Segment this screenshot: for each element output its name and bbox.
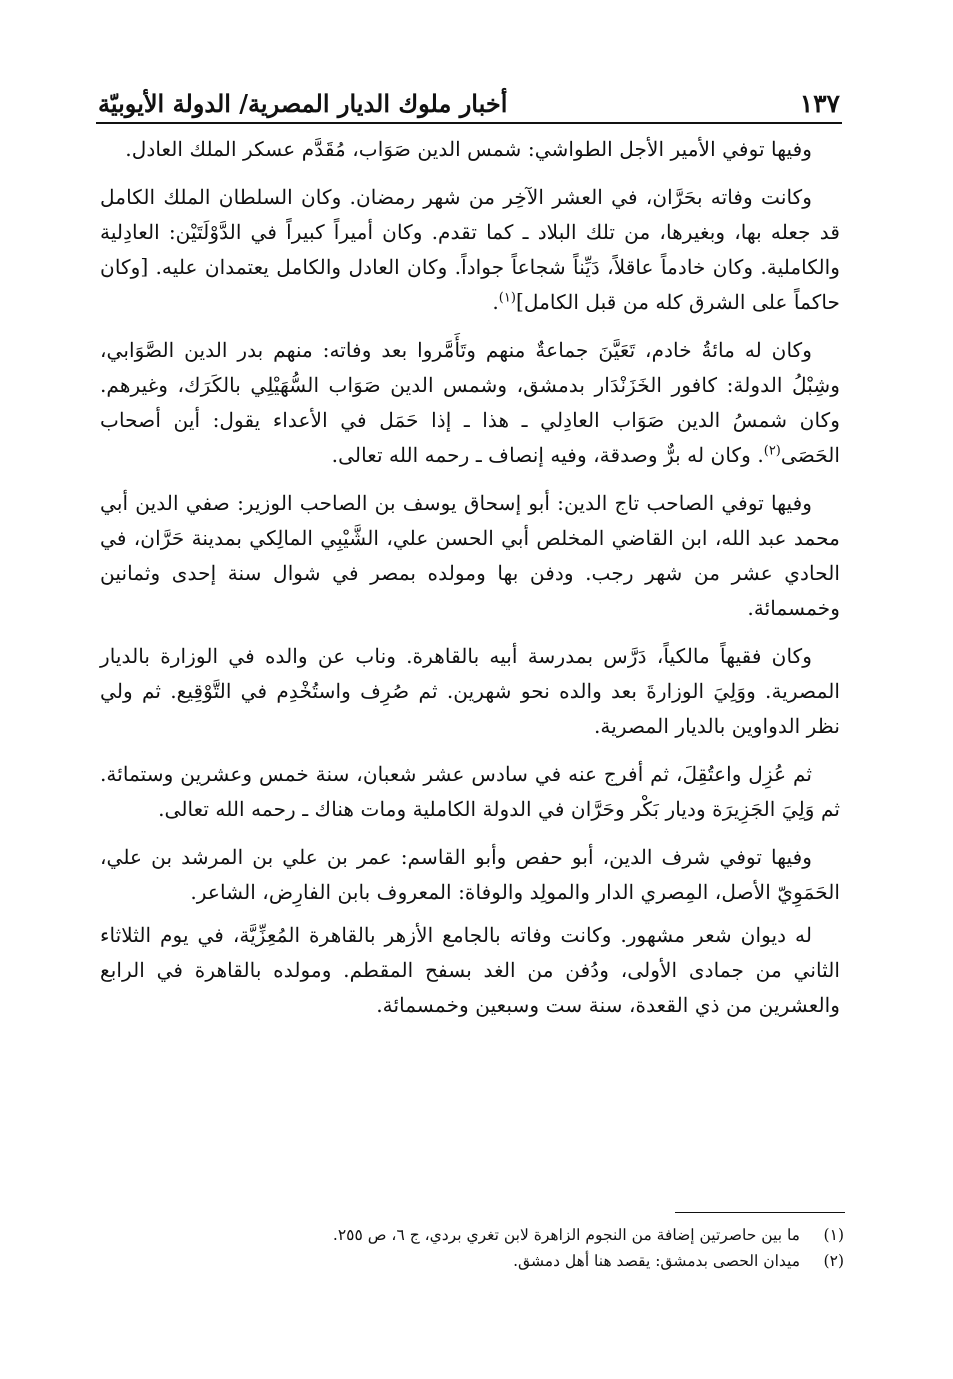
header-rule [96,122,842,124]
footnote-item [250,1248,844,1274]
page-number: ١٣٧ [799,88,840,118]
footnote-number: (٢) [823,1252,844,1270]
footnote-text: ميدان الحصى بدمشق: يقصد هنا أهل دمشق. [513,1252,800,1270]
footnote-text: ما بين حاصرتين إضافة من النجوم الزاهرة لابن تغري بردي، ج ٦، ص ٢٥٥. [332,1226,800,1244]
footnote-number: (١) [823,1226,844,1244]
paragraph: وكان فقيهاً مالكياً، دَرَّس بمدرسة أبيه بالقاهرة. وناب عن والده في الوزارة بالديار المصرية. ووَلِيَ الوزارةَ بعد والده نحو شهرين. ثم صُرِف واستُخْدِم في التَّوْقِيع. ثم ولي نظر الدواوين بالديار المصرية. [100,644,840,738]
paragraph: وكانت وفاته بحَرَّان، في العشر الآخِر من شهر رمضان. وكان السلطان الملك الكامل قد جعله بها، وبغيرها، من تلك البلاد ـ كما تقدم. وكان أميراً كبيراً في الدَّوْلَتَيْن: العادِلية والكاملية. وكان خادماً عاقلاً، دَيِّناً شجاعاً جواداً. وكان العادل والكامل يعتمدان عليه. [وكان حاكماً على الشرق كله من قبل الكامل]$^{(١)}$. [100,185,840,314]
paragraph: ثم عُزِل واعتُقِلَ، ثم أفرج عنه في سادس عشر شعبان، سنة خمس وعشرين وستمائة. ثم وَلِيَ الجَزِيرَة وديار بَكْر وحَرَّان في الدولة الكاملية ومات هناك ـ رحمه الله تعالى. [100,762,840,821]
footnote-item [250,1222,844,1248]
footnote-marker[interactable]: (١) [498,290,516,306]
running-header [98,86,840,120]
paragraph: له ديوان شعر مشهور. وكانت وفاته بالجامع الأزهر بالقاهرة المُعِزِّيَّة، في يوم الثلاثاء الثاني من جمادى الأولى، ودُفن من الغد بسفح المقطم. ومولده بالقاهرة في الرابع والعشرين من ذي القعدة، سنة ست وسبعين وخمسمائة. [100,923,840,1017]
paragraph: وفيها توفي شرف الدين، أبو حفص وأبو القاسم: عمر بن علي بن المرشد بن علي، الحَمَوِيّ الأصل، المِصري الدار والمولِد والوفاة: المعروف بابن الفارِض، الشاعر. [100,845,840,904]
paragraph: وكان له مائةُ خادم، تَعَيَّنَ جماعةٌ منهم وتَأَمَّروا بعد وفاته: منهم بدر الدين الصَّوَابي، وشِبْلُ الدولة: كافور الخَزَنْدَار بدمشق، وشمس الدين صَوَاب السُّهَيْلِي بالكَرَك، وغيرهم. وكان شمسُ الدين صَوَاب العادِلي ـ هذا ـ إذا حَمَل في الأعداء يقول: أين أصحاب الحَصَى$^{(٢)}$. وكان له برٌّ وصدقة، وفيه إنصاف ـ رحمه الله تعالى. [100,338,840,467]
running-title: أخبار ملوك الديار المصرية/ الدولة الأيوبيّة [98,88,508,118]
footnotes [250,1222,844,1274]
paragraph: وفيها توفي الأمير الأجل الطواشي: شمس الدين صَوَاب، مُقَدَّم عسكر الملك العادل. [125,137,812,161]
footnote-marker[interactable]: (٢) [763,443,781,459]
main-text [100,132,840,1036]
footnote-separator [675,1212,845,1213]
paragraph: وفيها توفي الصاحب تاج الدين: أبو إسحاق يوسف بن الصاحب الوزير: صفي الدين أبي محمد عبد الله، ابن القاضي المخلص أبي الحسن علي، الشَّيْبِي المالِكي بمدينة حَرَّان، في الحادي عشر من شهر رجب. ودفن بها ومولده بمصر في شوال سنة إحدى وثمانين وخمسمائة. [100,491,840,620]
